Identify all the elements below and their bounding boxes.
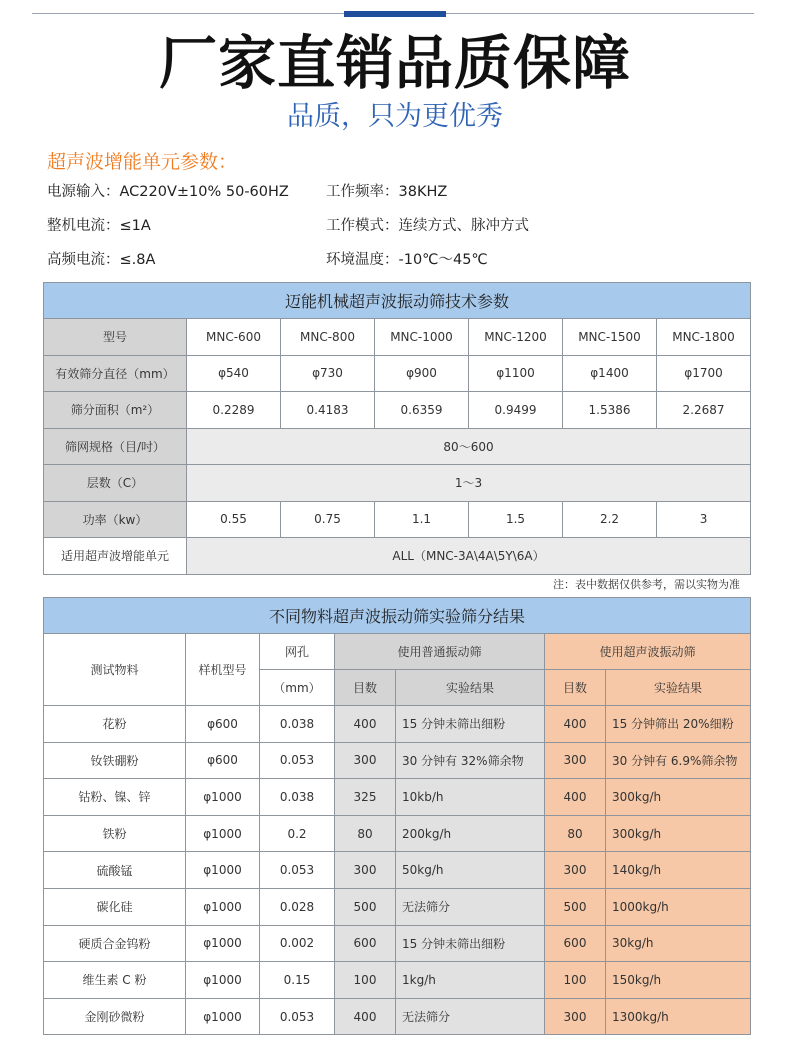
exp-cell-n-count: 400: [335, 998, 396, 1035]
exp-cell-n-result: 50kg/h: [396, 852, 545, 889]
spec-diameter-cell: φ1400: [563, 355, 657, 392]
exp-cell-u-result: 1300kg/h: [606, 998, 751, 1035]
exp-cell-n-count: 500: [335, 888, 396, 925]
exp-cell-u-count: 300: [545, 852, 606, 889]
spec-table-title: 迈能机械超声波振动筛技术参数: [44, 283, 751, 319]
exp-cell-u-result: 300kg/h: [606, 779, 751, 816]
spec-mesh-value: 80～600: [187, 428, 751, 465]
exp-cell-u-count: 80: [545, 815, 606, 852]
table-row: [44, 742, 751, 779]
spec-unit-value: ALL（MNC-3A\4A\5Y\6A）: [187, 538, 751, 575]
table-row: [44, 779, 751, 816]
spec-model-cell: MNC-800: [281, 319, 375, 356]
params-title: 超声波增能单元参数：: [47, 151, 238, 173]
exp-cell-u-result: 30kg/h: [606, 925, 751, 962]
spec-row-area: [44, 392, 751, 429]
exp-cell-n-result: 15 分钟未筛出细粉: [396, 706, 545, 743]
spec-label-power: 功率（kw）: [44, 501, 187, 538]
exp-header-mesh-unit: （mm）: [260, 670, 335, 706]
exp-cell-u-count: 100: [545, 962, 606, 999]
spec-row-mesh: [44, 428, 751, 465]
table-row: [44, 706, 751, 743]
spec-layers-value: 1～3: [187, 465, 751, 502]
spec-diameter-cell: φ1700: [657, 355, 751, 392]
exp-cell-mesh: 0.2: [260, 815, 335, 852]
spec-label-diameter: 有效筛分直径（mm）: [44, 355, 187, 392]
exp-cell-n-count: 400: [335, 706, 396, 743]
exp-cell-material: 硬质合金钨粉: [44, 925, 186, 962]
table-note: 注：表中数据仅供参考，需以实物为准: [553, 578, 740, 591]
param-hf-current: 高频电流：≤.8A: [47, 252, 156, 268]
spec-diameter-cell: φ730: [281, 355, 375, 392]
exp-cell-n-count: 80: [335, 815, 396, 852]
exp-cell-material: 花粉: [44, 706, 186, 743]
exp-cell-mesh: 0.038: [260, 779, 335, 816]
spec-power-cell: 1.1: [375, 501, 469, 538]
exp-cell-n-count: 100: [335, 962, 396, 999]
table-row: [44, 962, 751, 999]
spec-diameter-cell: φ900: [375, 355, 469, 392]
param-temperature: 环境温度：-10℃～45℃: [326, 252, 488, 268]
spec-model-cell: MNC-1200: [469, 319, 563, 356]
spec-row-power: [44, 501, 751, 538]
exp-cell-material: 金刚砂微粉: [44, 998, 186, 1035]
exp-cell-u-result: 150kg/h: [606, 962, 751, 999]
exp-cell-material: 硫酸锰: [44, 852, 186, 889]
exp-cell-u-result: 300kg/h: [606, 815, 751, 852]
spec-area-cell: 0.2289: [187, 392, 281, 429]
exp-cell-model: φ1000: [186, 888, 260, 925]
exp-cell-model: φ1000: [186, 815, 260, 852]
spec-power-cell: 0.55: [187, 501, 281, 538]
table-row: [44, 852, 751, 889]
exp-cell-model: φ1000: [186, 852, 260, 889]
exp-header-ultrasonic-result: 实验结果: [606, 670, 751, 706]
exp-cell-n-count: 600: [335, 925, 396, 962]
spec-power-cell: 1.5: [469, 501, 563, 538]
spec-diameter-cell: φ1100: [469, 355, 563, 392]
param-power-input: 电源输入：AC220V±10% 50-60HZ: [47, 184, 289, 200]
spec-row-unit: [44, 538, 751, 575]
spec-label-model: 型号: [44, 319, 187, 356]
spec-area-cell: 0.9499: [469, 392, 563, 429]
exp-cell-material: 维生素 C 粉: [44, 962, 186, 999]
exp-cell-u-count: 300: [545, 742, 606, 779]
exp-header-material: 测试物料: [44, 634, 186, 706]
exp-header-row-1: [44, 634, 751, 670]
top-accent-bar: [344, 11, 446, 17]
exp-cell-n-result: 200kg/h: [396, 815, 545, 852]
spec-model-cell: MNC-600: [187, 319, 281, 356]
exp-cell-material: 碳化硅: [44, 888, 186, 925]
exp-cell-mesh: 0.038: [260, 706, 335, 743]
spec-model-cell: MNC-1500: [563, 319, 657, 356]
exp-cell-n-result: 15 分钟未筛出细粉: [396, 925, 545, 962]
exp-cell-mesh: 0.028: [260, 888, 335, 925]
spec-row-model: [44, 319, 751, 356]
exp-header-ultrasonic-group: 使用超声波振动筛: [545, 634, 751, 670]
spec-label-area: 筛分面积（m²）: [44, 392, 187, 429]
exp-cell-mesh: 0.15: [260, 962, 335, 999]
exp-cell-mesh: 0.002: [260, 925, 335, 962]
exp-header-mesh: 网孔: [260, 634, 335, 670]
spec-model-cell: MNC-1000: [375, 319, 469, 356]
spec-label-layers: 层数（C）: [44, 465, 187, 502]
exp-cell-model: φ1000: [186, 962, 260, 999]
exp-title-row: [44, 598, 751, 634]
exp-cell-model: φ600: [186, 706, 260, 743]
exp-cell-n-count: 300: [335, 742, 396, 779]
exp-cell-n-result: 无法筛分: [396, 888, 545, 925]
spec-area-cell: 0.4183: [281, 392, 375, 429]
exp-cell-mesh: 0.053: [260, 742, 335, 779]
spec-area-cell: 0.6359: [375, 392, 469, 429]
exp-cell-model: φ1000: [186, 779, 260, 816]
spec-area-cell: 1.5386: [563, 392, 657, 429]
experiment-table: [43, 597, 751, 1035]
exp-header-normal-group: 使用普通振动筛: [335, 634, 545, 670]
exp-cell-u-result: 140kg/h: [606, 852, 751, 889]
exp-cell-n-result: 30 分钟有 32%筛余物: [396, 742, 545, 779]
spec-label-unit: 适用超声波增能单元: [44, 538, 187, 575]
table-row: [44, 925, 751, 962]
spec-area-cell: 2.2687: [657, 392, 751, 429]
param-work-mode: 工作模式：连续方式、脉冲方式: [326, 218, 529, 234]
exp-header-model: 样机型号: [186, 634, 260, 706]
exp-cell-u-result: 1000kg/h: [606, 888, 751, 925]
exp-cell-model: φ1000: [186, 998, 260, 1035]
spec-label-mesh: 筛网规格（目/吋）: [44, 428, 187, 465]
exp-cell-mesh: 0.053: [260, 998, 335, 1035]
exp-table-title: 不同物料超声波振动筛实验筛分结果: [44, 598, 751, 634]
spec-title-row: [44, 283, 751, 319]
exp-cell-u-count: 300: [545, 998, 606, 1035]
exp-cell-u-count: 400: [545, 706, 606, 743]
exp-cell-model: φ1000: [186, 925, 260, 962]
exp-cell-u-count: 500: [545, 888, 606, 925]
spec-power-cell: 3: [657, 501, 751, 538]
exp-table-body: [44, 706, 751, 1035]
exp-cell-u-count: 600: [545, 925, 606, 962]
page-headline: 厂家直销品质保障: [158, 29, 631, 97]
exp-header-normal-count: 目数: [335, 670, 396, 706]
exp-cell-u-count: 400: [545, 779, 606, 816]
exp-cell-n-result: 10kb/h: [396, 779, 545, 816]
exp-cell-n-result: 无法筛分: [396, 998, 545, 1035]
exp-cell-mesh: 0.053: [260, 852, 335, 889]
page-subheadline: 品质，只为更优秀: [287, 101, 503, 132]
spec-row-diameter: [44, 355, 751, 392]
exp-header-normal-result: 实验结果: [396, 670, 545, 706]
spec-power-cell: 2.2: [563, 501, 657, 538]
exp-cell-material: 钴粉、镍、锌: [44, 779, 186, 816]
exp-cell-n-result: 1kg/h: [396, 962, 545, 999]
table-row: [44, 998, 751, 1035]
exp-cell-material: 铁粉: [44, 815, 186, 852]
exp-cell-model: φ600: [186, 742, 260, 779]
spec-row-layers: [44, 465, 751, 502]
spec-diameter-cell: φ540: [187, 355, 281, 392]
spec-power-cell: 0.75: [281, 501, 375, 538]
spec-table: [43, 282, 751, 575]
exp-header-ultrasonic-count: 目数: [545, 670, 606, 706]
exp-cell-u-result: 30 分钟有 6.9%筛余物: [606, 742, 751, 779]
exp-cell-n-count: 325: [335, 779, 396, 816]
param-frequency: 工作频率：38KHZ: [326, 184, 448, 200]
exp-cell-u-result: 15 分钟筛出 20%细粉: [606, 706, 751, 743]
exp-cell-material: 钕铁硼粉: [44, 742, 186, 779]
table-row: [44, 888, 751, 925]
table-row: [44, 815, 751, 852]
spec-model-cell: MNC-1800: [657, 319, 751, 356]
exp-cell-n-count: 300: [335, 852, 396, 889]
param-total-current: 整机电流：≤1A: [47, 218, 151, 234]
